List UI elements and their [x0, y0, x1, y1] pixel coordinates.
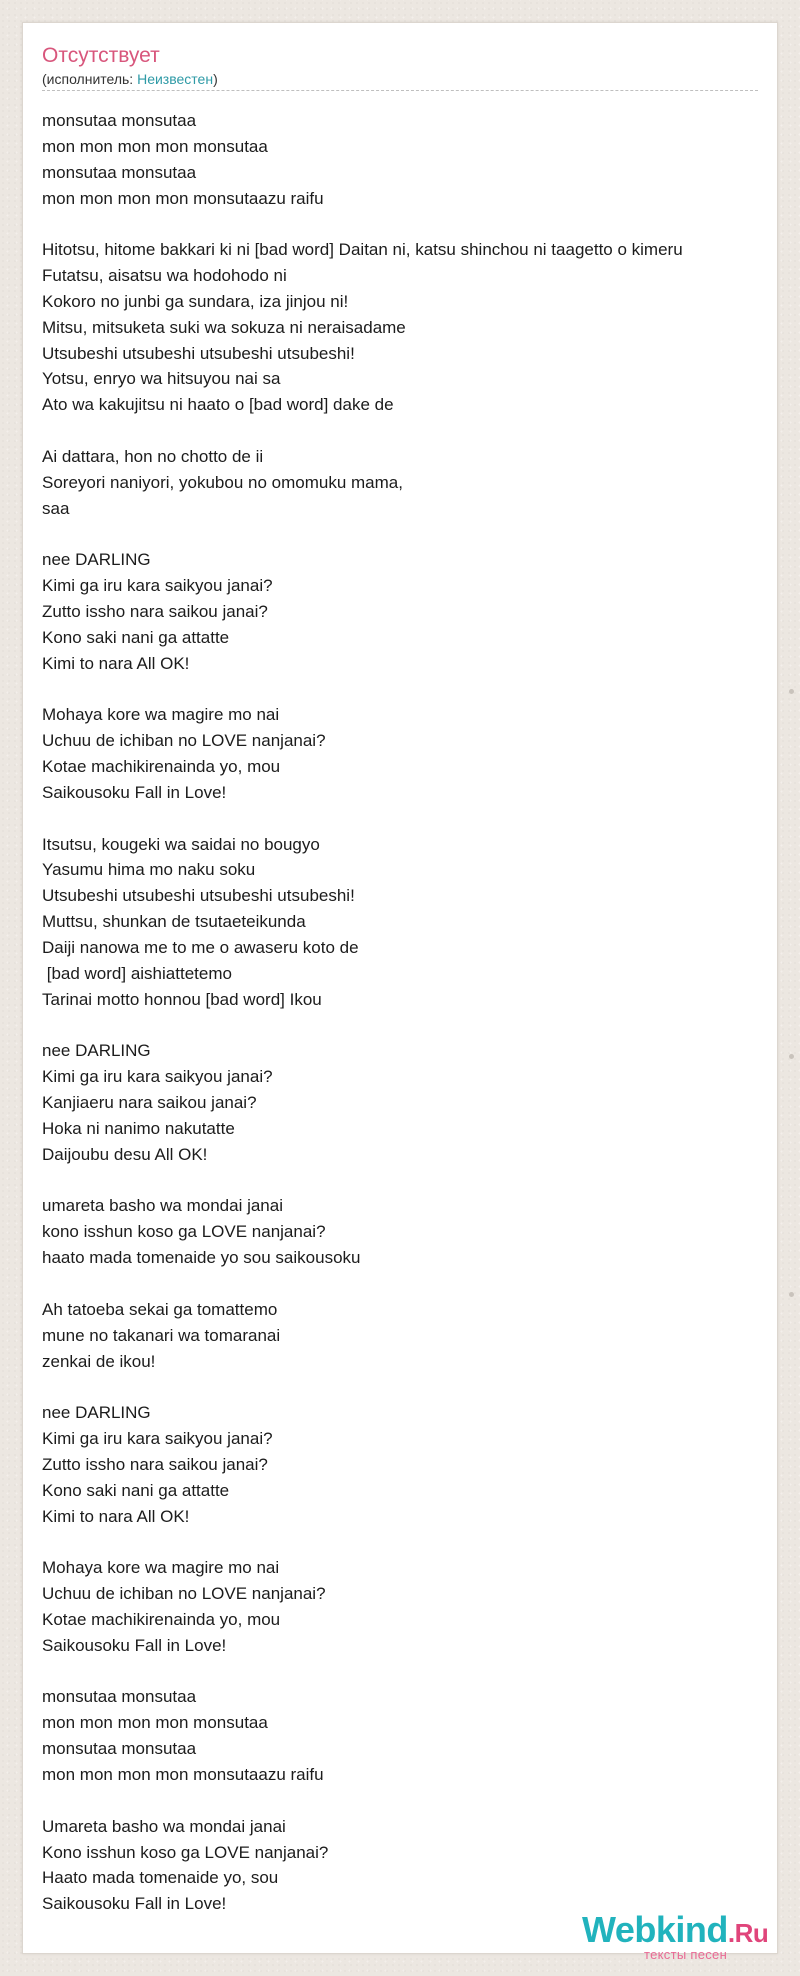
lyric-line — [42, 211, 777, 237]
lyric-line: saa — [42, 498, 70, 518]
lyric-line: Haato mada tomenaide yo, sou — [42, 1868, 279, 1888]
lyric-line: Ato wa kakujitsu ni haato o [bad word] dake de — [42, 395, 394, 415]
artist-link[interactable]: Неизвестен — [137, 71, 214, 87]
artist-line — [42, 70, 758, 88]
lyric-line: Itsutsu, kougeki wa saidai no bougyo — [42, 834, 320, 854]
lyric-line: kono isshun koso ga LOVE nanjanai? — [42, 1222, 326, 1242]
decorative-dot — [789, 689, 794, 694]
lyric-line: Kimi ga iru kara saikyou janai? — [42, 1429, 273, 1449]
lyric-line: Utsubeshi utsubeshi utsubeshi utsubeshi! — [42, 886, 355, 906]
lyric-line: Daiji nanowa me to me o awaseru koto de — [42, 938, 359, 957]
lyric-line: mon mon mon mon monsutaa — [42, 1713, 268, 1733]
lyric-line: Zutto issho nara saikou janai? — [42, 1454, 268, 1474]
decorative-dot — [789, 1054, 794, 1059]
lyrics-card — [22, 22, 778, 1954]
lyric-line: mon mon mon mon monsutaazu raifu — [42, 188, 324, 208]
artist-suffix: ) — [213, 71, 218, 87]
lyric-line — [42, 1271, 777, 1297]
lyric-line — [42, 1374, 777, 1400]
lyric-line: monsutaa monsutaa — [42, 1739, 197, 1759]
lyric-line: Mohaya kore wa magire mo nai — [42, 705, 280, 725]
lyric-line — [42, 1659, 777, 1685]
lyric-line: Kimi ga iru kara saikyou janai? — [42, 576, 273, 596]
lyric-line: Kotae machikirenainda yo, mou — [42, 1609, 281, 1629]
lyric-line: haato mada tomenaide yo sou saikousoku — [42, 1248, 361, 1268]
lyric-line — [42, 1013, 777, 1039]
lyric-line: Kotae machikirenainda yo, mou — [42, 757, 281, 777]
lyric-line: mon mon mon mon monsutaa — [42, 136, 268, 156]
lyric-line: Daijoubu desu All OK! — [42, 1144, 208, 1164]
lyric-line: Kono saki nani ga attatte — [42, 1480, 230, 1500]
lyric-line: Kanjiaeru nara saikou janai? — [42, 1093, 257, 1113]
lyric-line: nee DARLING — [42, 1041, 151, 1061]
lyric-line: umareta basho wa mondai janai — [42, 1196, 283, 1216]
lyric-line: Ai dattara, hon no chotto de ii — [42, 446, 264, 466]
decorative-dot — [789, 1292, 794, 1297]
lyric-line: Ah tatoeba sekai ga tomattemo — [42, 1299, 278, 1319]
header-divider — [42, 90, 758, 91]
lyric-line: monsutaa monsutaa — [42, 162, 197, 182]
lyric-line — [42, 418, 777, 444]
lyric-line: Muttsu, shunkan de tsutaeteikunda — [42, 912, 306, 932]
site-logo[interactable] — [582, 1910, 782, 1970]
lyric-line: Tarinai motto honnou [bad word] Ikou — [42, 989, 322, 1009]
lyric-line: Kimi to nara All OK! — [42, 653, 190, 673]
lyric-line: nee DARLING — [42, 550, 151, 570]
lyric-line: mune no takanari wa tomaranai — [42, 1325, 281, 1345]
song-title: Отсутствует — [42, 44, 160, 67]
artist-prefix: (исполнитель: — [42, 71, 138, 87]
lyric-line: mon mon mon mon monsutaazu raifu — [42, 1765, 324, 1784]
lyric-line: Uchuu de ichiban no LOVE nanjanai? — [42, 1584, 326, 1604]
lyric-line: Mitsu, mitsuketa suki wa sokuza ni neraisadame — [42, 317, 406, 337]
lyric-line — [42, 806, 777, 832]
lyric-line: Utsubeshi utsubeshi utsubeshi utsubeshi! — [42, 343, 355, 363]
lyric-line: Hoka ni nanimo nakutatte — [42, 1118, 235, 1138]
lyric-line: nee DARLING — [42, 1403, 151, 1423]
lyric-line — [42, 522, 777, 548]
lyric-line: Hitotsu, hitome bakkari ki ni [bad word] Daitan ni, katsu shinchou ni taagetto o kimeru — [42, 240, 683, 260]
lyric-line: monsutaa monsutaa — [42, 111, 197, 130]
logo-brand: Webkind — [582, 1909, 728, 1950]
lyric-line: Soreyori naniyori, yokubou no omomuku mama, — [42, 472, 403, 492]
lyric-line — [42, 1788, 777, 1814]
logo-tagline: тексты песен — [644, 1947, 728, 1962]
lyric-line: Yotsu, enryo wa hitsuyou nai sa — [42, 369, 281, 389]
lyric-line: Futatsu, aisatsu wa hodohodo ni — [42, 266, 287, 286]
lyric-line: Kono isshun koso ga LOVE nanjanai? — [42, 1842, 329, 1862]
lyric-line: zenkai de ikou! — [42, 1351, 156, 1371]
lyric-line: Saikousoku Fall in Love! — [42, 1894, 227, 1914]
lyric-line: Kokoro no junbi ga sundara, iza jinjou ni! — [42, 291, 349, 311]
lyric-line: [bad word] aishiattetemo — [42, 963, 232, 983]
lyric-line: Uchuu de ichiban no LOVE nanjanai? — [42, 731, 326, 751]
lyric-line — [42, 677, 777, 703]
lyric-line: Saikousoku Fall in Love! — [42, 782, 227, 802]
lyric-line: monsutaa monsutaa — [42, 1687, 197, 1707]
logo-tld: .Ru — [727, 1918, 769, 1948]
lyric-line: Mohaya kore wa magire mo nai — [42, 1558, 280, 1578]
lyrics-text — [42, 108, 777, 1917]
lyric-line: Kono saki nani ga attatte — [42, 627, 230, 647]
lyric-line: Kimi ga iru kara saikyou janai? — [42, 1067, 273, 1087]
lyric-line: Saikousoku Fall in Love! — [42, 1635, 227, 1655]
song-header — [42, 43, 758, 91]
lyric-line: Zutto issho nara saikou janai? — [42, 602, 268, 622]
lyric-line: Yasumu hima mo naku soku — [42, 860, 256, 880]
lyric-line: Kimi to nara All OK! — [42, 1506, 190, 1526]
lyric-line — [42, 1168, 777, 1194]
lyric-line: Umareta basho wa mondai janai — [42, 1816, 286, 1836]
lyric-line — [42, 1529, 777, 1555]
